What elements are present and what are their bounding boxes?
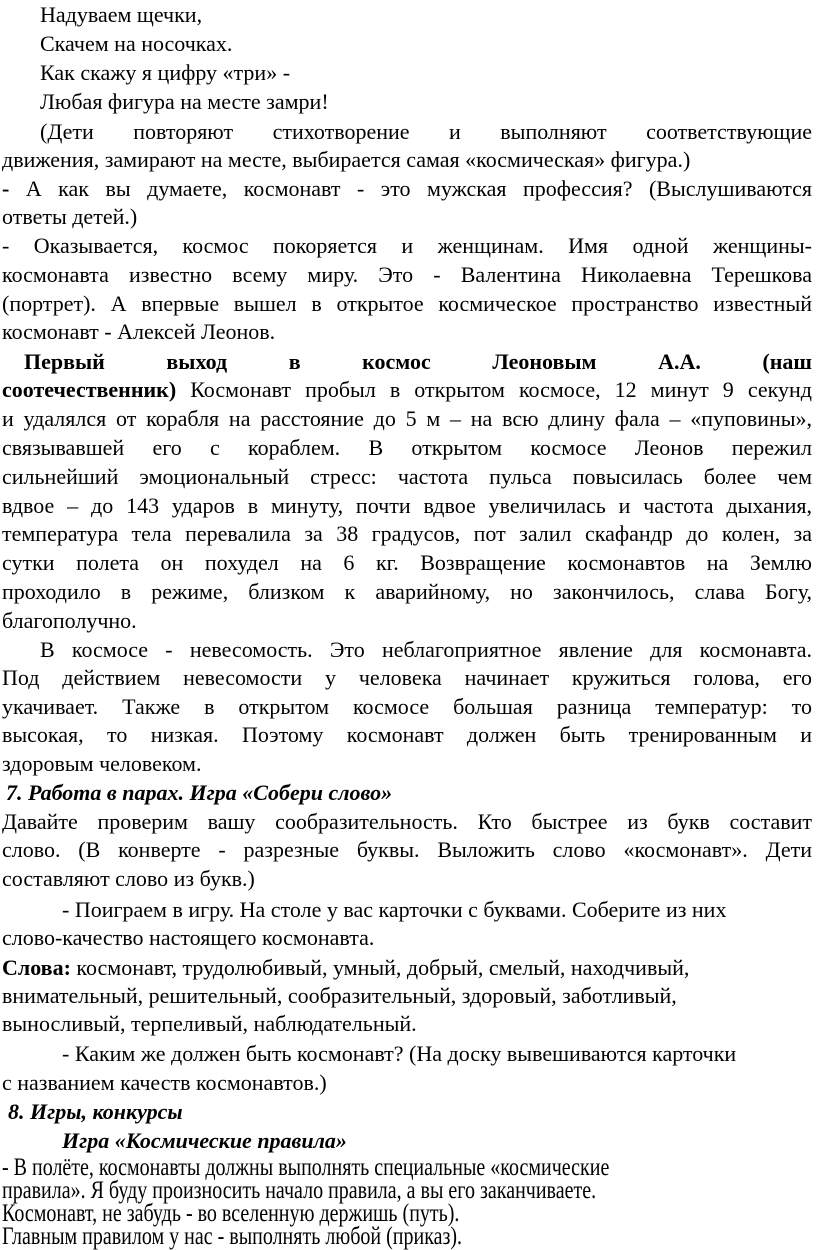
bold-text: - (2, 175, 10, 201)
text-segment: Давайте проверим вашу сообразительность. Кто быстрее из букв составит (2, 808, 812, 834)
condensed-text (2, 1176, 597, 1204)
text-segment: сутки полета он похудел на 6 кг. Возвращение космонавтов на Землю (2, 549, 812, 575)
condensed-text (2, 1199, 460, 1227)
text-segment: Скачем на носочках. (40, 30, 233, 56)
text-line (2, 981, 677, 1010)
text-line (2, 663, 812, 692)
text-line (2, 577, 812, 606)
text-segment: слово-качество настоящего космонавта. (2, 924, 375, 950)
text-line (2, 231, 812, 260)
text-segment: составляют слово из букв.) (2, 865, 255, 891)
bold-text: Игра «Космические правила» (62, 1127, 347, 1153)
text-segment: космонавт, трудолюбивый, умный, добрый, смелый, находчивый, (70, 954, 690, 980)
text-line (62, 1039, 736, 1068)
text-line (2, 404, 812, 433)
text-line (62, 1126, 347, 1155)
text-segment: здоровым человеком. (2, 750, 202, 776)
bold-text: Первый выход в космос Леоновым А.А. (наш (24, 348, 812, 374)
text-line (40, 0, 202, 29)
text-line (2, 433, 812, 462)
text-segment: А как вы думаете, космонавт - это мужская профессия? (Выслушиваются (9, 175, 812, 201)
text-segment: ответы детей.) (2, 203, 138, 229)
text-line (2, 491, 812, 520)
condensed-text (2, 1222, 463, 1250)
text-segment: движения, замирают на месте, выбирается самая «космическая» фигура.) (2, 146, 691, 172)
text-line (2, 519, 812, 548)
text-line (2, 864, 255, 893)
text-segment: космонавта известно всему миру. Это - Валентина Николаевна Терешкова (2, 261, 812, 287)
text-line (2, 1068, 327, 1097)
text-line (24, 347, 812, 376)
text-line (2, 317, 275, 346)
text-line (2, 606, 137, 635)
text-line (40, 635, 812, 664)
text-line (6, 778, 392, 807)
text-line (2, 1176, 745, 1204)
bold-text: 8. Игры, конкурсы (8, 1098, 183, 1124)
text-line (2, 807, 812, 836)
text-line (2, 1153, 761, 1181)
text-segment: Космонавт, не забудь - во вселенную держишь (путь). (2, 1199, 460, 1227)
text-line (2, 692, 812, 721)
text-line (2, 1009, 417, 1038)
text-line (2, 289, 812, 318)
text-line (2, 548, 812, 577)
text-line (40, 117, 812, 146)
text-line (2, 835, 812, 864)
text-line (2, 1222, 577, 1250)
text-line (2, 953, 689, 982)
text-line (2, 1199, 574, 1227)
text-segment: вдвое – до 143 ударов в минуту, почти вдвое увеличилась и частота дыхания, (2, 492, 812, 518)
text-line (2, 749, 201, 778)
text-segment: выносливый, терпеливый, наблюдательный. (2, 1010, 417, 1036)
text-line (40, 29, 232, 58)
text-segment: - Поиграем в игру. На столе у вас карточки с буквами. Соберите из них (62, 896, 727, 922)
text-segment: - В полёте, космонавты должны выполнять специальные «космические (2, 1153, 610, 1181)
text-line (2, 174, 812, 203)
text-segment: с названием качеств космонавтов.) (2, 1069, 327, 1095)
text-segment: Главным правилом у нас - выполнять любой (приказ). (2, 1222, 463, 1250)
text-line (40, 87, 329, 116)
text-line (2, 202, 137, 231)
text-line (2, 260, 812, 289)
text-segment: проходило в режиме, близком к аварийному, но закончилось, слава Богу, (2, 578, 812, 604)
text-segment: космонавт - Алексей Леонов. (2, 318, 276, 344)
text-segment: Надуваем щечки, (40, 1, 203, 27)
text-segment: высокая, то низкая. Поэтому космонавт должен быть тренированным и (2, 721, 812, 747)
text-line (62, 895, 726, 924)
text-segment: и удалялся от корабля на расстояние до 5 м – на всю длину фала – «пуповины», (2, 405, 812, 431)
text-segment: В космосе - невесомость. Это неблагоприятное явление для космонавта. (40, 636, 812, 662)
text-segment: (Дети повторяют стихотворение и выполняют соответствующие (40, 118, 812, 144)
text-segment: Любая фигура на месте замри! (40, 88, 329, 114)
text-segment: слово. (В конверте - разрезные буквы. Выложить слово «космонавт». Дети (2, 836, 812, 862)
text-segment: (портрет). А впервые вышел в открытое космическое пространство известный (2, 290, 812, 316)
text-segment: связывавшей его с кораблем. В открытом космосе Леонов пережил (2, 434, 812, 460)
text-segment: правила». Я буду произносить начало правила, а вы его заканчиваете. (2, 1176, 597, 1204)
bold-text: соотечественник) (2, 376, 177, 402)
text-line (40, 58, 290, 87)
condensed-text (2, 1153, 610, 1181)
text-segment: Как скажу я цифру «три» - (40, 59, 291, 85)
text-line (8, 1097, 183, 1126)
text-line (2, 375, 812, 404)
text-segment: сильнейший эмоциональный стресс: частота пульса повысилась более чем (2, 463, 812, 489)
text-segment: Космонавт пробыл в открытом космосе, 12 минут 9 секунд (176, 376, 812, 402)
text-line (2, 462, 812, 491)
text-line (2, 720, 812, 749)
text-segment: благополучно. (2, 607, 137, 633)
text-segment: температура тела перевалила за 38 градусов, пот залил скафандр до колен, за (2, 520, 812, 546)
text-line (2, 145, 690, 174)
bold-text: 7. Работа в парах. Игра «Собери слово» (6, 779, 393, 805)
text-line (2, 923, 374, 952)
text-segment: - Оказывается, космос покоряется и женщинам. Имя одной женщины- (2, 232, 812, 258)
text-segment: - Каким же должен быть космонавт? (На доску вывешиваются карточки (62, 1040, 737, 1066)
text-segment: укачивает. Также в открытом космосе большая разница температур: то (2, 693, 812, 719)
bold-text: Слова: (2, 954, 71, 980)
text-segment: внимательный, решительный, сообразительный, здоровый, заботливый, (2, 982, 677, 1008)
text-segment: Под действием невесомости у человека начинает кружиться голова, его (2, 664, 812, 690)
